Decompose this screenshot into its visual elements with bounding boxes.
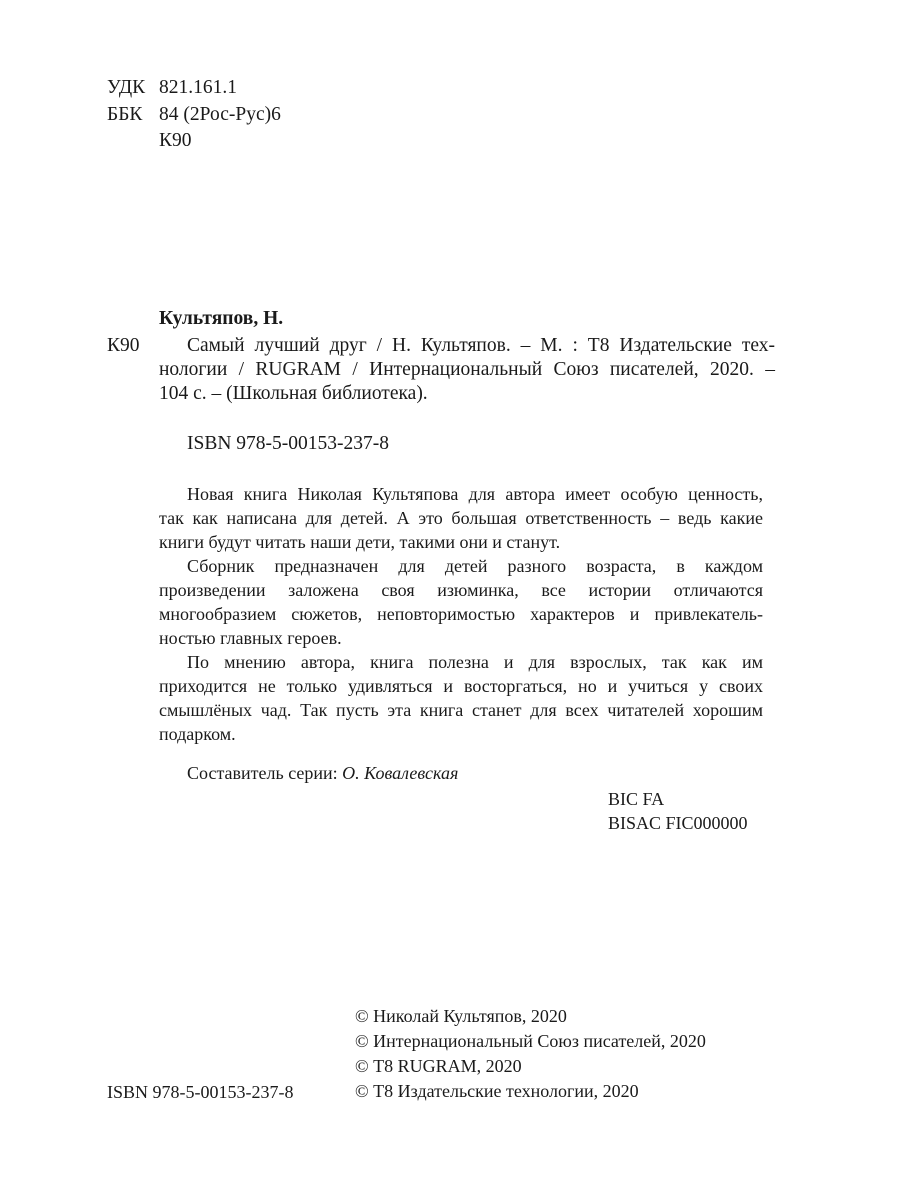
copyright-line: © Т8 Издательские технологии, 2020: [355, 1081, 639, 1101]
bibliographic-description: [187, 334, 775, 358]
udk-label: УДК: [107, 77, 146, 98]
annotation-p1-rest: [159, 506, 763, 554]
annotation-line: многообразием сюжетов, неповторимостью характеров и привлекатель-: [159, 604, 763, 624]
bbk-line: [107, 103, 281, 127]
footer-isbn: ISBN 978-5-00153-237-8: [107, 1082, 294, 1102]
series-label: Составитель серии:: [187, 763, 338, 783]
bbk-value: 84 (2Рос-Рус)6: [159, 104, 281, 125]
udk-line: [107, 76, 237, 100]
annotation-line: Сборник предназначен для детей разного возраста, в каждом: [187, 556, 763, 576]
author-heading: Культяпов, Н.: [159, 308, 284, 329]
copyright-block: [355, 1004, 706, 1104]
biblio-line: 104 с. – (Школьная библиотека).: [159, 383, 428, 404]
annotation-line: так как написана для детей. А это большая ответственность – ведь какие: [159, 508, 763, 528]
series-compiler: [187, 761, 458, 785]
annotation-line: По мнению автора, книга полезна и для взрослых, так как им: [187, 652, 763, 672]
copyright-line: © Т8 RUGRAM, 2020: [355, 1056, 522, 1076]
author-mark: К90: [159, 130, 192, 151]
annotation-p3-rest: [159, 674, 763, 746]
annotation-p1-first: [187, 482, 763, 506]
annotation-line: книги будут читать наши дети, такими они и станут.: [159, 532, 561, 552]
annotation-line: произведении заложена своя изюминка, все истории отличаются: [159, 580, 763, 600]
annotation-line: приходится не только удивляться и восторгаться, но и учиться у своих: [159, 676, 763, 696]
biblio-line: Самый лучший друг / Н. Культяпов. – М. : Т8 Издательские тех-: [187, 335, 775, 356]
copyright-line: © Николай Культяпов, 2020: [355, 1006, 567, 1026]
udk-value: 821.161.1: [159, 77, 237, 98]
bisac-code: BISAC FIC000000: [608, 813, 748, 833]
bic-code: BIC FA: [608, 789, 665, 809]
annotation-p2-first: [187, 554, 763, 578]
record-isbn: ISBN 978-5-00153-237-8: [187, 433, 390, 454]
annotation-line: Новая книга Николая Культяпова для автора имеет особую ценность,: [187, 484, 763, 504]
biblio-line: нологии / RUGRAM / Интернациональный Союз писателей, 2020. –: [159, 359, 775, 380]
annotation-line: ностью главных героев.: [159, 628, 342, 648]
series-name: О. Ковалевская: [342, 763, 459, 783]
bibliographic-description-cont: [159, 358, 775, 406]
annotation-line: смышлёных чад. Так пусть эта книга станет для всех читателей хорошим: [159, 700, 763, 720]
annotation-p3-first: [187, 650, 763, 674]
copyright-line: © Интернациональный Союз писателей, 2020: [355, 1031, 706, 1051]
bbk-label: ББК: [107, 104, 143, 125]
margin-mark: К90: [107, 335, 140, 356]
annotation-p2-rest: [159, 578, 763, 650]
annotation-line: подарком.: [159, 724, 236, 744]
